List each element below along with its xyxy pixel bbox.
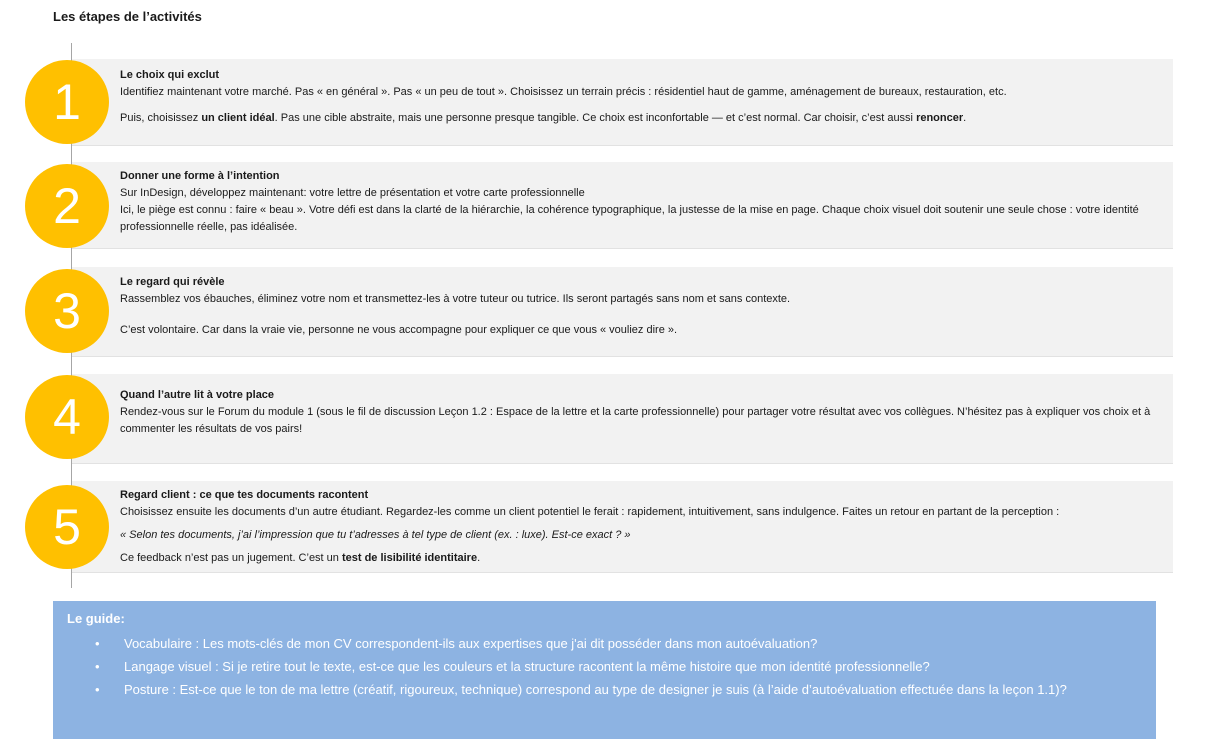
step-1-emphasis-client: un client idéal bbox=[201, 112, 275, 124]
step-4-content bbox=[120, 387, 1160, 438]
step-3-text-2: C’est volontaire. Car dans la vraie vie, personne ne vous accompagne pour expliquer ce que vous « vouliez dire ». bbox=[120, 324, 678, 336]
step-5-text-3: Ce feedback n’est pas un jugement. C’est un test de lisibilité identitaire. bbox=[120, 552, 481, 564]
guide-item-langage-visuel: • Langage visuel : Si je retire tout le texte, est-ce que les couleurs et la structure racontent la même histoire que mon identité professionnelle? bbox=[67, 655, 1124, 678]
step-4-heading: Quand l’autre lit à votre place bbox=[120, 389, 275, 401]
guide-item-posture: • Posture : Est-ce que le ton de ma lettre (créatif, rigoureux, technique) correspond au type de designer je suis (à l’aide d’autoévaluation effectuée dans la leçon 1.1)? bbox=[67, 678, 1124, 701]
step-5-quote: « Selon tes documents, j’ai l’impression que tu t’adresses à tel type de client (ex. : luxe). Est-ce exact ? » bbox=[120, 529, 631, 541]
step-2-content bbox=[120, 168, 1160, 236]
bullet-icon: • bbox=[95, 636, 100, 651]
step-1-heading: Le choix qui exclut bbox=[120, 69, 220, 81]
step-1-text-1: Identifiez maintenant votre marché. Pas « en général ». Pas « un peu de tout ». Choisissez un terrain précis : résidentiel haut de gamme, aménagement de bureaux, restauration, etc. bbox=[120, 86, 1007, 98]
step-3-heading: Le regard qui révèle bbox=[120, 276, 225, 288]
guide-title: Le guide: bbox=[67, 611, 125, 626]
bullet-icon: • bbox=[95, 682, 100, 697]
guide-item-vocabulaire: • Vocabulaire : Les mots-clés de mon CV correspondent-ils aux expertises que j'ai dit posséder dans mon autoévaluation? bbox=[67, 632, 1124, 655]
step-3-content bbox=[120, 274, 1160, 339]
step-2-heading: Donner une forme à l’intention bbox=[120, 170, 280, 182]
step-5-number-badge: 5 bbox=[25, 485, 109, 569]
guide-list bbox=[67, 632, 1142, 701]
step-3-number-badge: 3 bbox=[25, 269, 109, 353]
step-2-text-2: Ici, le piège est connu : faire « beau ». Votre défi est dans la clarté de la hiérarchie, la cohérence typographique, la justesse de la mise en page. Chaque choix visuel doit soutenir une seule chose : votre identité professionnelle réelle, pas idéalisée. bbox=[120, 204, 1139, 233]
bullet-icon: • bbox=[95, 659, 100, 674]
step-1-emphasis-renoncer: renoncer bbox=[916, 112, 964, 124]
step-2-number-badge: 2 bbox=[25, 164, 109, 248]
guide-box bbox=[53, 601, 1156, 739]
step-4-text-1: Rendez-vous sur le Forum du module 1 (sous le fil de discussion Leçon 1.2 : Espace de la lettre et la carte professionnelle) pour partager votre résultat avec vos collègues. N’hésitez pas à expliquer vos choix et à commenter les résultats de vos pairs! bbox=[120, 406, 1151, 435]
step-5-text-1: Choisissez ensuite les documents d’un autre étudiant. Regardez-les comme un client potentiel le ferait : rapidement, intuitivement, sans indulgence. Faites un retour en partant de la perception : bbox=[120, 506, 1060, 518]
step-3-text-1: Rassemblez vos ébauches, éliminez votre nom et transmettez-les à votre tuteur ou tutrice. Ils seront partagés sans nom et sans contexte. bbox=[120, 293, 791, 305]
step-5-emphasis: test de lisibilité identitaire bbox=[341, 552, 478, 564]
step-5-content bbox=[120, 487, 1160, 567]
step-2-text-1: Sur InDesign, développez maintenant: votre lettre de présentation et votre carte professionnelle bbox=[120, 187, 585, 199]
step-4-number-badge: 4 bbox=[25, 375, 109, 459]
step-1-text-2: Puis, choisissez un client idéal. Pas une cible abstraite, mais une personne presque tangible. Ce choix est inconfortable — et c’est normal. Car choisir, c’est aussi renoncer. bbox=[120, 112, 967, 124]
step-1-number-badge: 1 bbox=[25, 60, 109, 144]
step-5-heading: Regard client : ce que tes documents racontent bbox=[120, 489, 369, 501]
page-title: Les étapes de l’activités bbox=[53, 9, 202, 24]
step-1-content bbox=[120, 67, 1160, 127]
